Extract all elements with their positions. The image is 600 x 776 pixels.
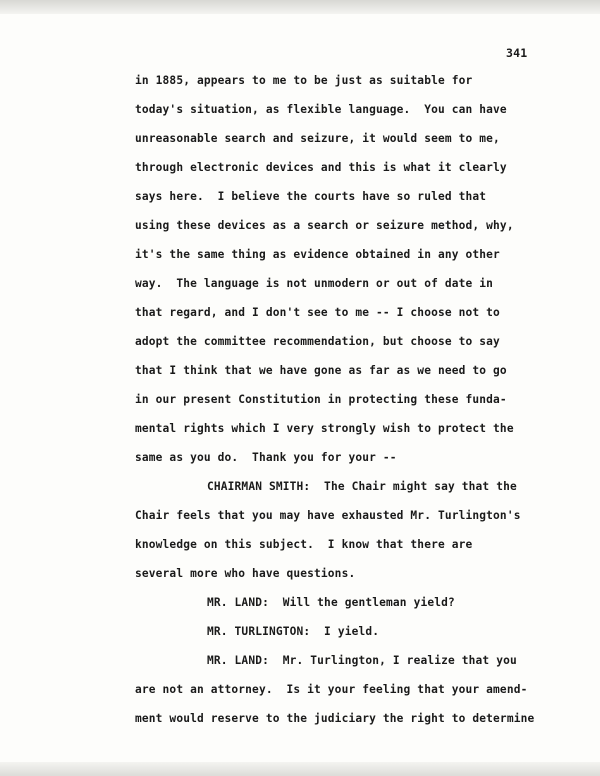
text-line-3: unreasonable search and seizure, it would seem to me, <box>135 132 500 145</box>
text-line-4: through electronic devices and this is what it clearly <box>135 161 507 174</box>
text-line-7: it's the same thing as evidence obtained in any other <box>135 248 500 261</box>
text-line-1: in 1885, appears to me to be just as suitable for <box>135 74 473 87</box>
text-line-10: adopt the committee recommendation, but choose to say <box>135 335 500 348</box>
text-line-9: that regard, and I don't see to me -- I choose not to <box>135 306 500 319</box>
speaker-line-chairman-smith: CHAIRMAN SMITH: The Chair might say that the <box>207 480 517 493</box>
text-line-12: in our present Constitution in protecting these funda- <box>135 393 507 406</box>
text-line-6: using these devices as a search or seizure method, why, <box>135 219 514 232</box>
page-top-edge <box>0 0 600 14</box>
text-line-11: that I think that we have gone as far as we need to go <box>135 364 507 377</box>
text-line-2: today's situation, as flexible language. You can have <box>135 103 507 116</box>
text-line-17: knowledge on this subject. I know that there are <box>135 538 473 551</box>
page-bottom-edge <box>0 762 600 776</box>
text-line-16: Chair feels that you may have exhausted Mr. Turlington's <box>135 509 521 522</box>
text-line-23: ment would reserve to the judiciary the right to determine <box>135 712 535 725</box>
text-line-8: way. The language is not unmodern or out of date in <box>135 277 494 290</box>
speaker-line-mr-land-2: MR. LAND: Mr. Turlington, I realize that you <box>207 654 517 667</box>
text-line-5: says here. I believe the courts have so ruled that <box>135 190 487 203</box>
text-line-22: are not an attorney. Is it your feeling that your amend- <box>135 683 528 696</box>
text-line-18: several more who have questions. <box>135 567 356 580</box>
page-number: 341 <box>506 46 528 60</box>
speaker-line-mr-land: MR. LAND: Will the gentleman yield? <box>207 596 455 609</box>
text-line-14: same as you do. Thank you for your -- <box>135 451 397 464</box>
text-line-13: mental rights which I very strongly wish to protect the <box>135 422 514 435</box>
speaker-line-mr-turlington: MR. TURLINGTON: I yield. <box>207 625 380 638</box>
